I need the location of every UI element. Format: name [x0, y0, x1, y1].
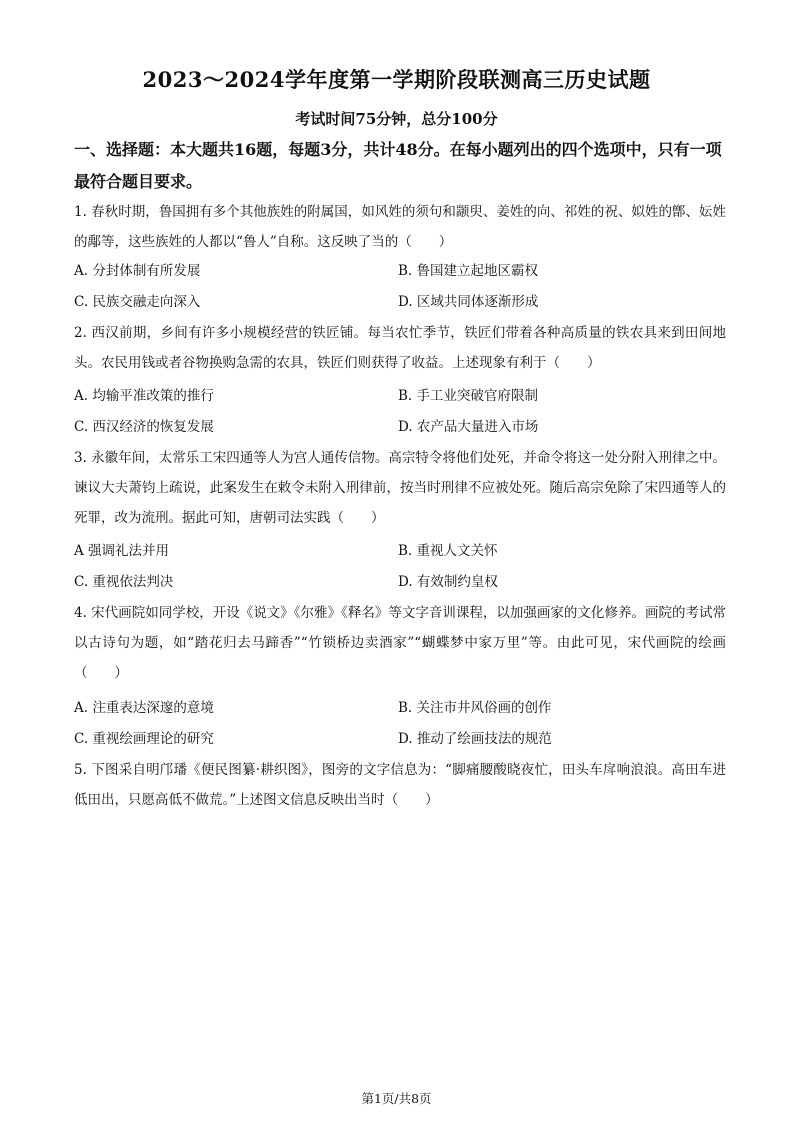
- question-1-option-b: B. 鲁国建立起地区霸权: [398, 263, 539, 279]
- question-3-stem: 3. 永徽年间，太常乐工宋四通等人为宫人通传信物。高宗特令将他们处死，并命令将这一处分附入刑律之中。谏议大夫萧钧上疏说，此案发生在敕令未附入刑律前，按当时刑律不应被处死。随后高宗免除了宋四通等人的死罪，改为流刑。据此可知，唐朝司法实践（ ）: [74, 450, 726, 526]
- question-4-options: [74, 693, 726, 755]
- question-3-option-b: B. 重视人文关怀: [398, 543, 498, 559]
- question-3-option-a: A 强调礼法并用: [74, 543, 170, 559]
- question-1-option-d: D. 区域共同体逐渐形成: [398, 294, 539, 310]
- question-1-option-c: C. 民族交融走向深入: [74, 294, 201, 310]
- question-4-stem: 4. 宋代画院如同学校，开设《说文》《尔雅》《释名》等文字音训课程，以加强画家的文化修养。画院的考试常以古诗句为题，如“踏花归去马蹄香”“竹锁桥边卖酒家”“蝴蝶梦中家万里”等。由此可见，宋代画院的绘画（ ）: [74, 605, 726, 681]
- exam-subtitle: 考试时间75分钟，总分100分: [295, 110, 498, 128]
- question-1-stem: 1. 春秋时期，鲁国拥有多个其他族姓的附属国，如风姓的须句和颛臾、姜姓的向、祁姓的祝、姒姓的鄫、妘姓的鄅等，这些族姓的人都以“鲁人”自称。这反映了当的（ ）: [74, 204, 726, 250]
- question-4-option-c: C. 重视绘画理论的研究: [74, 731, 214, 747]
- question-2-options: [74, 381, 726, 443]
- question-4-option-d: D. 推动了绘画技法的规范: [398, 731, 552, 747]
- exam-title: 2023～2024学年度第一学期阶段联测高三历史试题: [142, 67, 651, 92]
- question-2-stem: 2. 西汉前期，乡间有许多小规模经营的铁匠铺。每当农忙季节，铁匠们带着各种高质量的铁农具来到田间地头。农民用钱或者谷物换购急需的农具，铁匠们则获得了收益。上述现象有利于（ ）: [74, 325, 726, 371]
- question-2-option-c: C. 西汉经济的恢复发展: [74, 419, 214, 435]
- question-3-options: [74, 536, 726, 598]
- question-2-option-a: A. 均输平准改策的推行: [74, 388, 214, 404]
- question-4-option-b: B. 关注市井风俗画的创作: [398, 700, 552, 716]
- question-5-stem: 5. 下图采自明邝璠《便民图纂·耕织图》，图旁的文字信息为：“脚痛腰酸晓夜忙，田头车戽响浪浪。高田车进低田出，只愿高低不做荒。”上述图文信息反映出当时（ ）: [74, 762, 726, 808]
- question-2-option-d: D. 农产品大量进入市场: [398, 419, 539, 435]
- section-heading: 一、选择题：本大题共16题，每题3分，共计48分。在每小题列出的四个选项中，只有一项最符合题目要求。: [74, 140, 722, 191]
- page-footer: 第1页/共8页: [361, 1091, 432, 1106]
- question-4-option-a: A. 注重表达深邃的意境: [74, 700, 214, 716]
- question-1-option-a: A. 分封体制有所发展: [74, 263, 201, 279]
- question-3-option-d: D. 有效制约皇权: [398, 574, 498, 590]
- question-2-option-b: B. 手工业突破官府限制: [398, 388, 539, 404]
- question-1-options: [74, 256, 726, 318]
- question-3-option-c: C. 重视依法判决: [74, 574, 174, 590]
